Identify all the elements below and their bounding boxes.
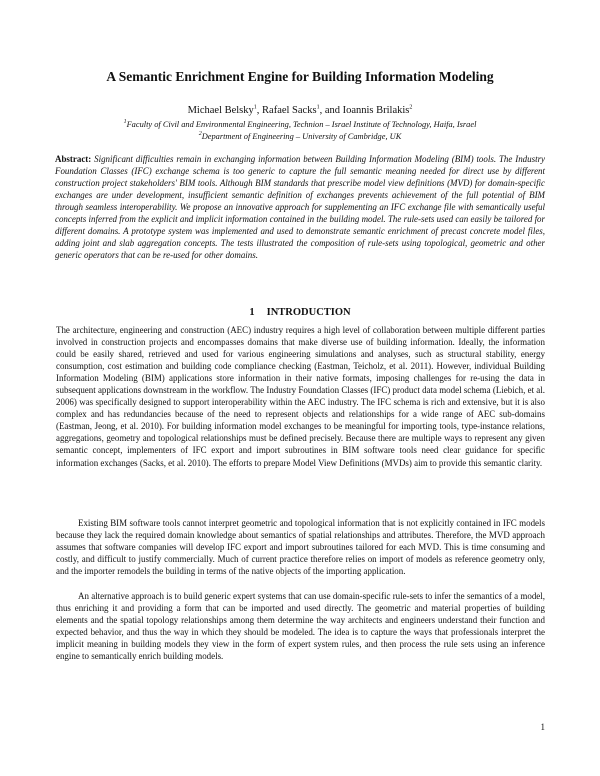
section-heading [0, 307, 600, 318]
author-affiliation-mark: 2 [409, 104, 413, 111]
affiliation [0, 120, 600, 129]
author-affiliation-mark: 1 [316, 104, 320, 111]
page-number: 1 [540, 722, 545, 732]
section-title: INTRODUCTION [266, 307, 351, 318]
affiliation-text: Department of Engineering – University of Cambridge, UK [201, 132, 402, 141]
author-affiliation-mark: 1 [253, 104, 257, 111]
body-paragraph: Existing BIM software tools cannot interpret geometric and topological information that is not explicitly contained in IFC models because they lack the required domain knowledge about semantics of spatial relationships and attributes. Therefore, the MVD approach assumes that software companies will develop IFC export and import subroutines tailored for each MVD. This is time consuming and costly, and difficult to justify commercially. Much of current practice therefore relies on import of models as reference geometry only, and the importer remodels the building in terms of the native objects of the importing application. [56, 518, 545, 577]
author-list [0, 105, 600, 116]
paper-title: A Semantic Enrichment Engine for Building Information Modeling [106, 69, 494, 84]
section-number: 1 [249, 307, 255, 318]
affiliation-text: Faculty of Civil and Environmental Engineering, Technion – Israel Institute of Technology, Haifa, Israel [126, 120, 477, 129]
abstract-text: Significant difficulties remain in exchanging information between Building Information Modeling (BIM) tools. The Industry Foundation Classes (IFC) exchange schema is too generic to capture the full semantic meaning needed for direct use by different construction project stakeholders' BIM tools. Although BIM standards that prescribe model view definitions (MVD) for domain-specific exchanges are under development, insufficient semantic definition of exchanges prevents achievement of the full potential of BIM through seamless interoperability. We propose an innovative approach for supplementing an IFC exchange file with semantically useful concepts inferred from the explicit and implicit information contained in the building model. The rule-sets used can easily be tailored for different domains. A prototype system was implemented and used to demonstrate semantic enrichment of precast concrete model files, adding joint and slab aggregation concepts. The tests illustrated the composition of rule-sets using topological, geometric and other generic operators that can be re-used for other domains. [55, 154, 546, 261]
author-separator: , [256, 105, 263, 116]
author-name: Ioannis Brilakis [342, 105, 410, 116]
body-paragraph: The architecture, engineering and construction (AEC) industry requires a high level of collaboration between multiple different parties involved in construction projects and encompasses domains that make diverse use of building information. Ideally, the information could be easily shared, retrieved and used for various engineering simulations and analyses, such as structural stability, energy consumption, cost estimation and building code compliance checking (Eastman, Teicholz, et al. 2011). However, individual Building Information Modeling (BIM) applications store information in their native formats, imposing challenges for re-using the data in subsequent applications downstream in the workflow. The Industry Foundation Classes (IFC) product data model schema (Liebich, et al. 2006) was specifically designed to support interoperability within the AEC industry. The IFC schema is rich and extensive, but it is also complex and has redundancies because of the need to represent objects and relationships for a wide range of AEC sub-domains (Eastman, Jeong, et al. 2010). For building information model exchanges to be meaningful for importing tools, type-instance relations, aggregations, geometry and topological relationships must be defined precisely. Because there are multiple ways to represent any given semantic concept, implementers of IFC export and import subroutines in BIM software tools need clear guidance for specific information exchanges (Sacks, et al. 2010). The efforts to prepare Model View Definitions (MVDs) aim to provide this semantic clarity. [56, 325, 545, 468]
affiliation-mark: 1 [123, 119, 127, 126]
abstract [55, 153, 545, 261]
author-name: Rafael Sacks [262, 105, 317, 116]
author-separator: , and [319, 105, 343, 116]
abstract-label: Abstract: [55, 154, 92, 164]
affiliation [0, 132, 600, 141]
body-paragraph: An alternative approach is to build generic expert systems that can use domain-specific rule-sets to infer the semantics of a model, thus enriching it and providing a form that can be imported and used directly. The geometric and material properties of building elements and the spatial topology relationships among them determine the way architects and engineers understand their function and expected behavior, and thus the way in which they should be modeled. The idea is to capture the ways that professionals interpret the implicit meaning in building models they view in the form of expert system rules, and then process the rule sets using an inference engine to semantically enrich building models. [56, 591, 545, 662]
affiliation-mark: 2 [198, 131, 202, 138]
author-name: Michael Belsky [187, 105, 254, 116]
